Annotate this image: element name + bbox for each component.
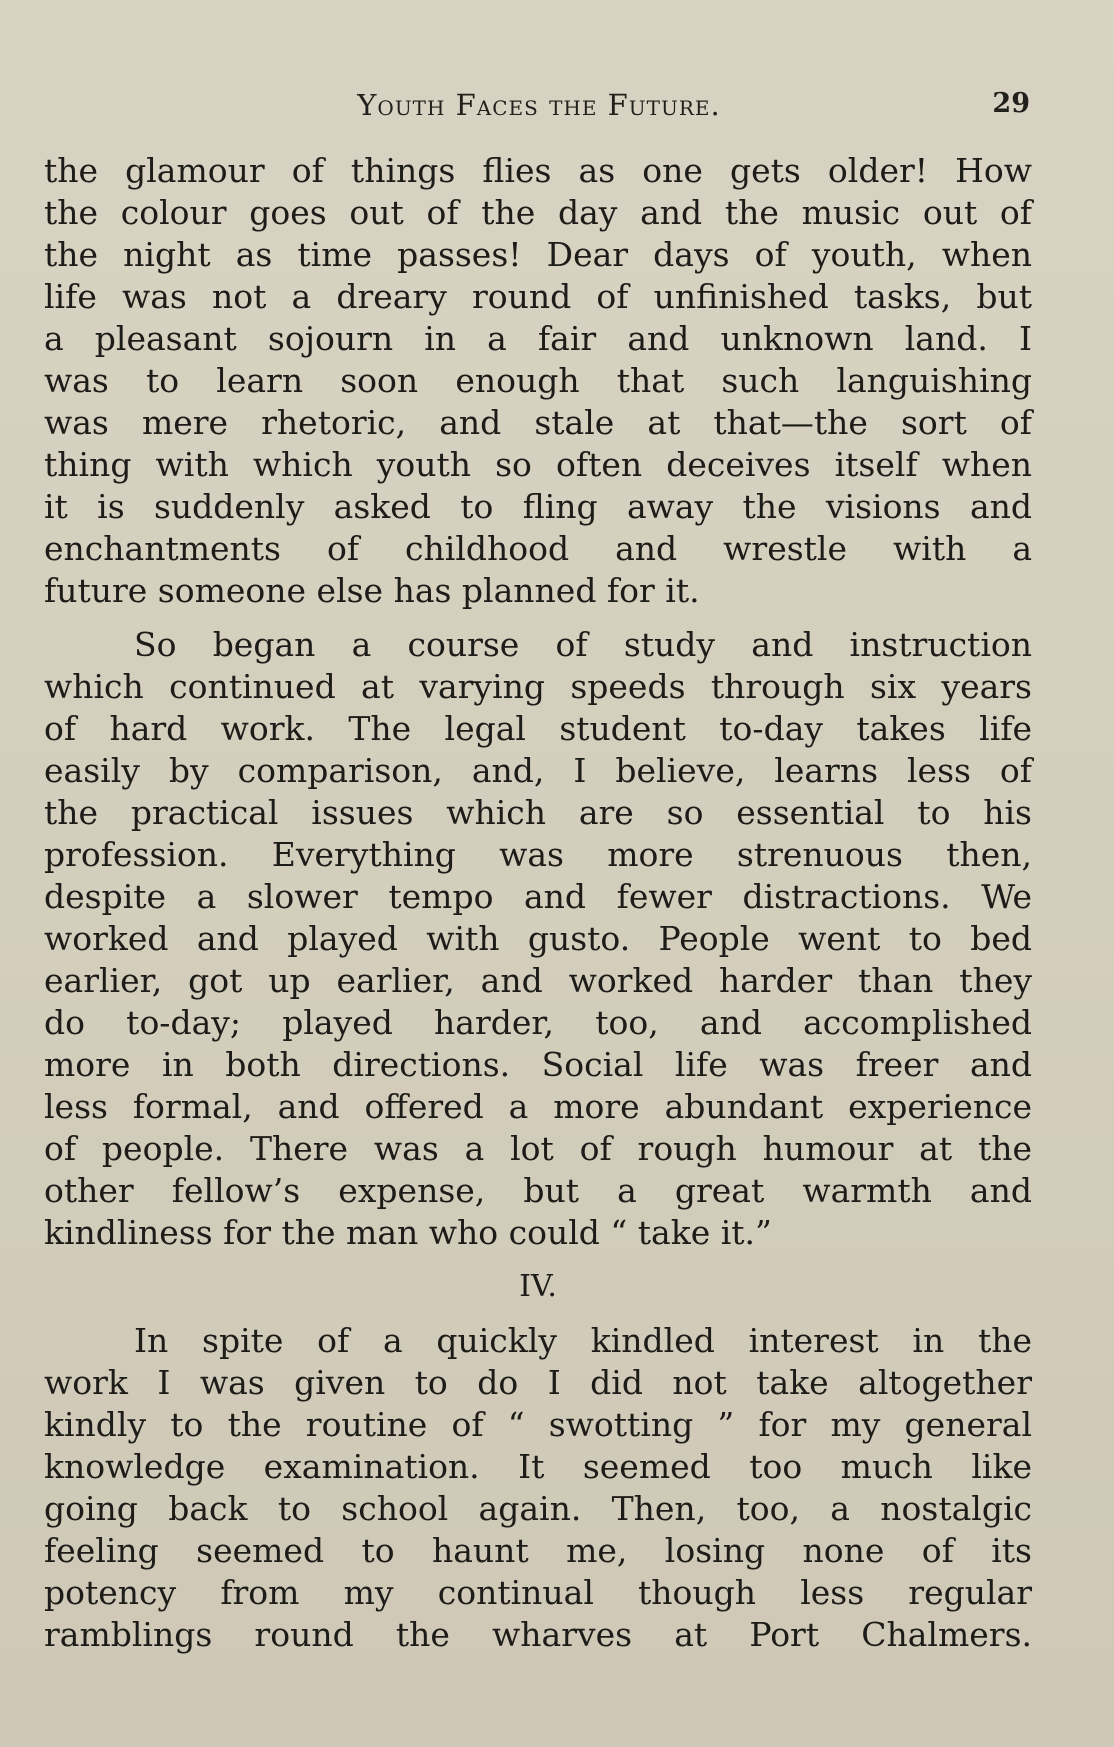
text-line: less formal, and offered a more abundant experience: [44, 1087, 1032, 1126]
text-line: In spite of a quickly kindled interest in the: [134, 1321, 1032, 1360]
paragraph-2: [44, 624, 1032, 1254]
text-line: life was not a dreary round of unfinished tasks, but: [44, 277, 1032, 316]
section-heading: IV.: [519, 1269, 557, 1304]
text-line: kindly to the routine of “ swotting ” for my general: [44, 1405, 1032, 1444]
text-line: ramblings round the wharves at Port Chalmers.: [44, 1615, 1032, 1654]
text-line: potency from my continual though less regular: [44, 1573, 1032, 1612]
text-line: earlier, got up earlier, and worked harder than they: [44, 961, 1032, 1000]
running-title: Youth Faces the Future.: [357, 88, 721, 122]
page-number: 29: [992, 88, 1030, 119]
text-line: other fellow’s expense, but a great warmth and: [44, 1171, 1032, 1210]
text-line: which continued at varying speeds through six years: [44, 667, 1032, 706]
body-text: [44, 150, 1032, 1656]
text-line: So began a course of study and instruction: [134, 625, 1032, 664]
text-line: do to-day; played harder, too, and accomplished: [44, 1003, 1032, 1042]
text-line: enchantments of childhood and wrestle with a: [44, 529, 1032, 568]
text-line: knowledge examination. It seemed too much like: [44, 1447, 1032, 1486]
text-line: despite a slower tempo and fewer distractions. We: [44, 877, 1032, 916]
text-line: feeling seemed to haunt me, losing none of its: [44, 1531, 1032, 1570]
text-line: was to learn soon enough that such languishing: [44, 361, 1032, 400]
text-line: was mere rhetoric, and stale at that—the sort of: [44, 403, 1032, 442]
text-line: future someone else has planned for it.: [44, 571, 700, 610]
running-head: [48, 88, 1030, 128]
text-line: kindliness for the man who could “ take it.”: [44, 1213, 772, 1252]
text-line: the night as time passes! Dear days of youth, when: [44, 235, 1032, 274]
text-line: going back to school again. Then, too, a nostalgic: [44, 1489, 1032, 1528]
text-line: more in both directions. Social life was freer and: [44, 1045, 1032, 1084]
text-line: work I was given to do I did not take altogether: [44, 1363, 1032, 1402]
text-line: of hard work. The legal student to-day takes life: [44, 709, 1032, 748]
paragraph-spacer: [44, 612, 1032, 624]
text-line: of people. There was a lot of rough humour at the: [44, 1129, 1032, 1168]
text-line: a pleasant sojourn in a fair and unknown land. I: [44, 319, 1032, 358]
text-line: the practical issues which are so essential to his: [44, 793, 1032, 832]
paragraph-1: [44, 150, 1032, 612]
text-line: easily by comparison, and, I believe, learns less of: [44, 751, 1032, 790]
paragraph-3: [44, 1320, 1032, 1656]
text-line: thing with which youth so often deceives itself when: [44, 445, 1032, 484]
text-line: it is suddenly asked to fling away the visions and: [44, 487, 1032, 526]
text-line: the glamour of things flies as one gets older! How: [44, 151, 1032, 190]
text-line: profession. Everything was more strenuous then,: [44, 835, 1032, 874]
text-line: worked and played with gusto. People went to bed: [44, 919, 1032, 958]
text-line: the colour goes out of the day and the music out of: [44, 193, 1032, 232]
